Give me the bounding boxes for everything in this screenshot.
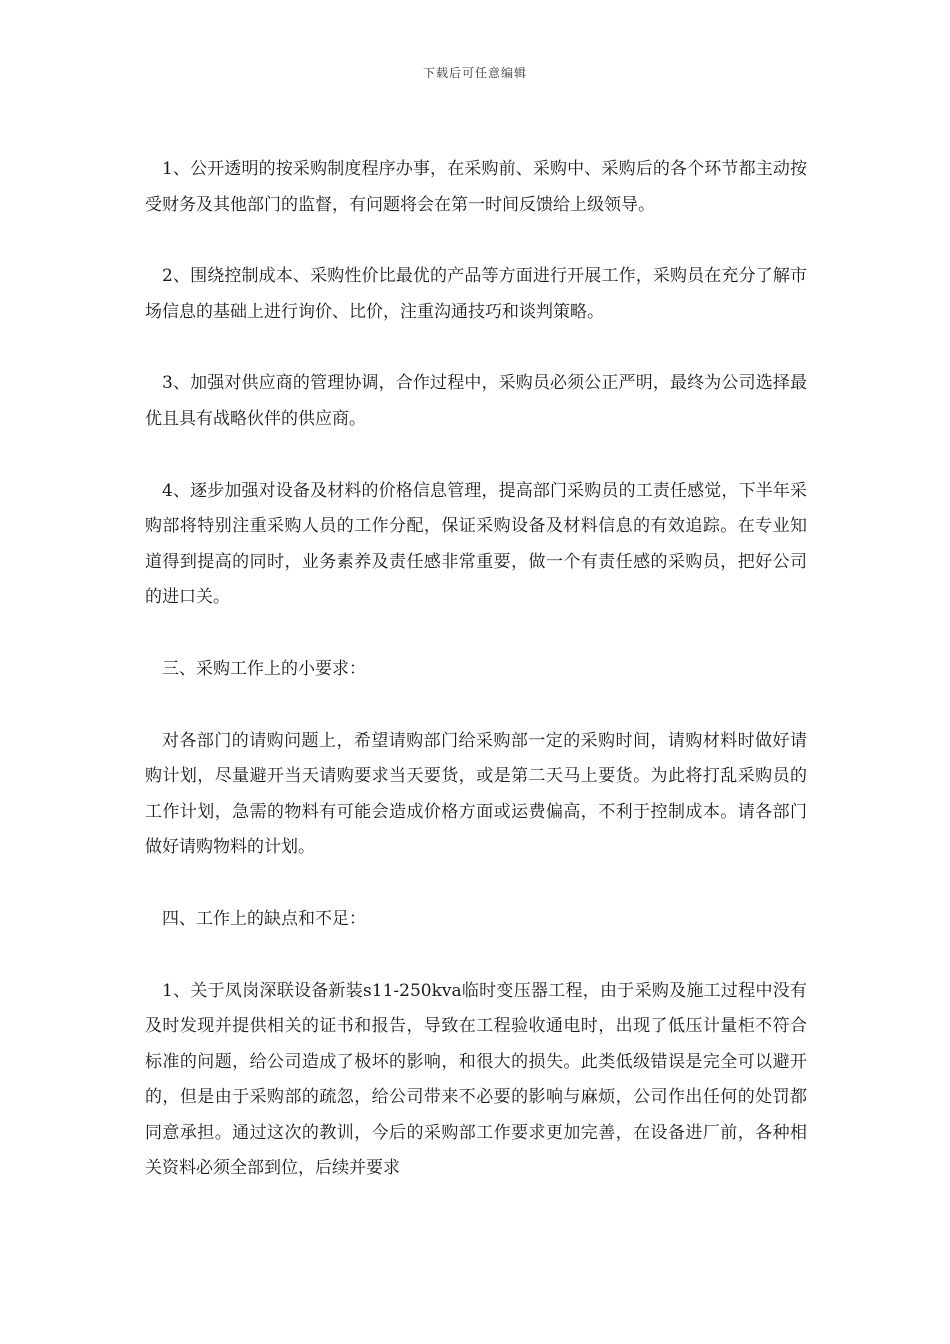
paragraph-price-information: 4、逐步加强对设备及材料的价格信息管理，提高部门采购员的工责任感觉，下半年采购部将特别注重采购人员的工作分配，保证采购设备及材料信息的有效追踪。在专业知道得到提高的同时，业务素养及责任感非常重要，做一个有责任感的采购员，把好公司的进口关。	[145, 480, 807, 608]
paragraph-transformer-project: 1、关于凤岗深联设备新装s11-250kva临时变压器工程，由于采购及施工过程中没有及时发现并提供相关的证书和报告，导致在工程验收通电时，出现了低压计量柜不符合标准的问题，给公司造成了极坏的影响，和很大的损失。此类低级错误是完全可以避开的，但是由于采购部的疏忽，给公司带来不必要的影响与麻烦，公司作出任何的处罚都同意承担。通过这次的教训，今后的采购部工作要求更加完善，在设备进厂前，各种相关资料必须全部到位，后续并要求	[145, 980, 807, 1179]
paragraph-transparency: 1、公开透明的按采购制度程序办事，在采购前、采购中、采购后的各个环节都主动按受财务及其他部门的监督，有问题将会在第一时间反馈给上级领导。	[145, 159, 807, 215]
paragraph-cost-control: 2、围绕控制成本、采购性价比最优的产品等方面进行开展工作，采购员在充分了解市场信息的基础上进行询价、比价，注重沟通技巧和谈判策略。	[145, 266, 807, 322]
paragraph-supplier-management: 3、加强对供应商的管理协调，合作过程中，采购员必须公正严明，最终为公司选择最优且具有战略伙伴的供应商。	[145, 373, 807, 429]
paragraph-requisition-requirements: 对各部门的请购问题上，希望请购部门给采购部一定的采购时间，请购材料时做好请购计划，尽量避开当天请购要求当天要货，或是第二天马上要货。为此将打乱采购员的工作计划，急需的物料有可能会造成价格方面或运费偏高，不利于控制成本。请各部门做好请购物料的计划。	[145, 730, 807, 858]
section-heading-requirements: 三、采购工作上的小要求：	[162, 658, 366, 679]
page-header: 下载后可任意编辑	[422, 66, 527, 80]
section-heading-shortcomings: 四、工作上的缺点和不足：	[162, 908, 366, 929]
document-body	[145, 152, 807, 1223]
